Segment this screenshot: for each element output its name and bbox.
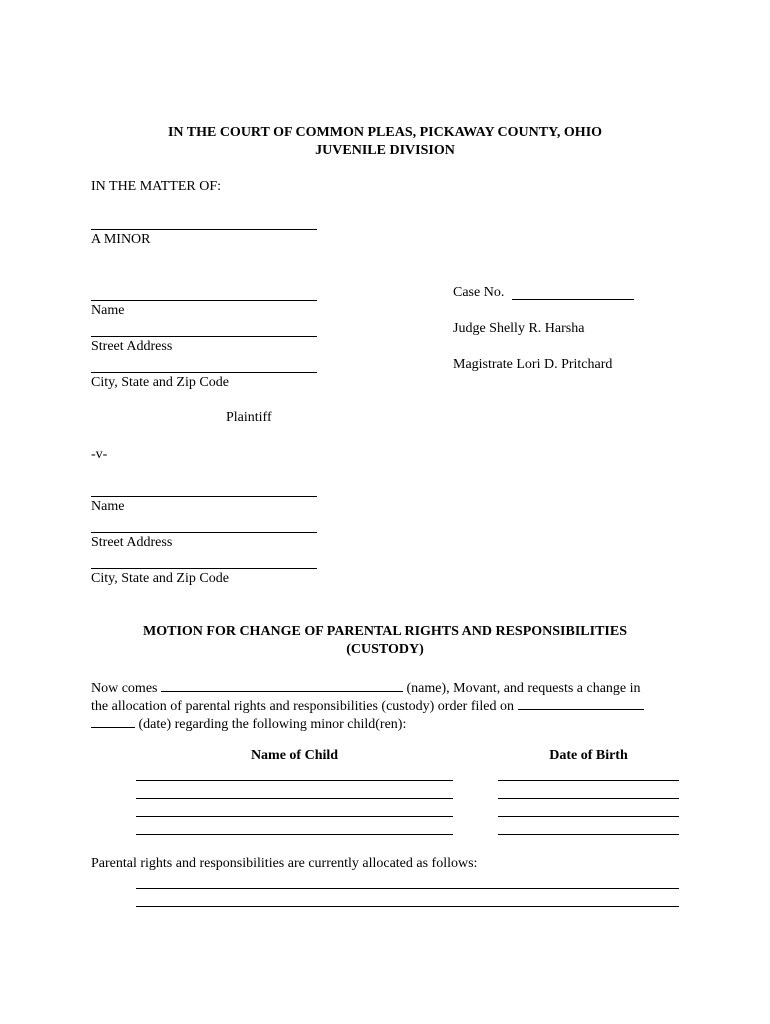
defendant-name-line[interactable] xyxy=(91,496,317,497)
child-dob-line[interactable] xyxy=(498,780,679,781)
case-number-label: Case No. xyxy=(453,285,505,300)
plaintiff-role-label: Plaintiff xyxy=(226,410,272,425)
child-name-line[interactable] xyxy=(136,816,453,817)
motion-subtitle: (CUSTODY) xyxy=(346,642,424,657)
plaintiff-street-label: Street Address xyxy=(91,339,173,354)
plaintiff-street-line[interactable] xyxy=(91,336,317,337)
magistrate-name: Magistrate Lori D. Pritchard xyxy=(453,357,613,372)
following-children-text: (date) regarding the following minor child(ren): xyxy=(138,717,407,732)
matter-of-label: IN THE MATTER OF: xyxy=(91,179,222,194)
plaintiff-name-label: Name xyxy=(91,303,125,318)
child-name-line[interactable] xyxy=(136,798,453,799)
movant-name-blank[interactable] xyxy=(161,677,403,692)
child-dob-line[interactable] xyxy=(498,798,679,799)
allocation-line[interactable] xyxy=(136,906,679,907)
child-name-line[interactable] xyxy=(136,780,453,781)
now-comes-text: Now comes xyxy=(91,681,158,696)
plaintiff-city-label: City, State and Zip Code xyxy=(91,375,229,390)
current-allocation-label: Parental rights and responsibilities are currently allocated as follows: xyxy=(91,856,478,871)
minor-name-line[interactable] xyxy=(91,229,317,230)
defendant-city-line[interactable] xyxy=(91,568,317,569)
court-title: IN THE COURT OF COMMON PLEAS, PICKAWAY COUNTY, OHIO xyxy=(167,125,603,140)
defendant-street-label: Street Address xyxy=(91,535,173,550)
name-of-child-header: Name of Child xyxy=(250,748,339,763)
plaintiff-city-line[interactable] xyxy=(91,372,317,373)
movant-request-text: (name), Movant, and requests a change in xyxy=(406,681,641,696)
division-title: JUVENILE DIVISION xyxy=(315,143,455,158)
order-date-blank[interactable] xyxy=(518,695,644,710)
allocation-line[interactable] xyxy=(136,888,679,889)
judge-name: Judge Shelly R. Harsha xyxy=(453,321,585,336)
defendant-street-line[interactable] xyxy=(91,532,317,533)
defendant-name-label: Name xyxy=(91,499,125,514)
plaintiff-name-line[interactable] xyxy=(91,300,317,301)
date-of-birth-header: Date of Birth xyxy=(549,748,628,763)
child-dob-line[interactable] xyxy=(498,816,679,817)
order-date-blank-cont[interactable] xyxy=(91,713,135,728)
defendant-city-label: City, State and Zip Code xyxy=(91,571,229,586)
allocation-order-text: the allocation of parental rights and responsibilities (custody) order filed on xyxy=(91,699,514,714)
motion-paragraph-line3 xyxy=(91,713,406,734)
child-name-line[interactable] xyxy=(136,834,453,835)
minor-label: A MINOR xyxy=(91,232,151,247)
case-number-line[interactable] xyxy=(512,299,634,300)
motion-title: MOTION FOR CHANGE OF PARENTAL RIGHTS AND RESPONSIBILITIES xyxy=(143,624,627,639)
versus-label: -v- xyxy=(91,447,108,462)
child-dob-line[interactable] xyxy=(498,834,679,835)
